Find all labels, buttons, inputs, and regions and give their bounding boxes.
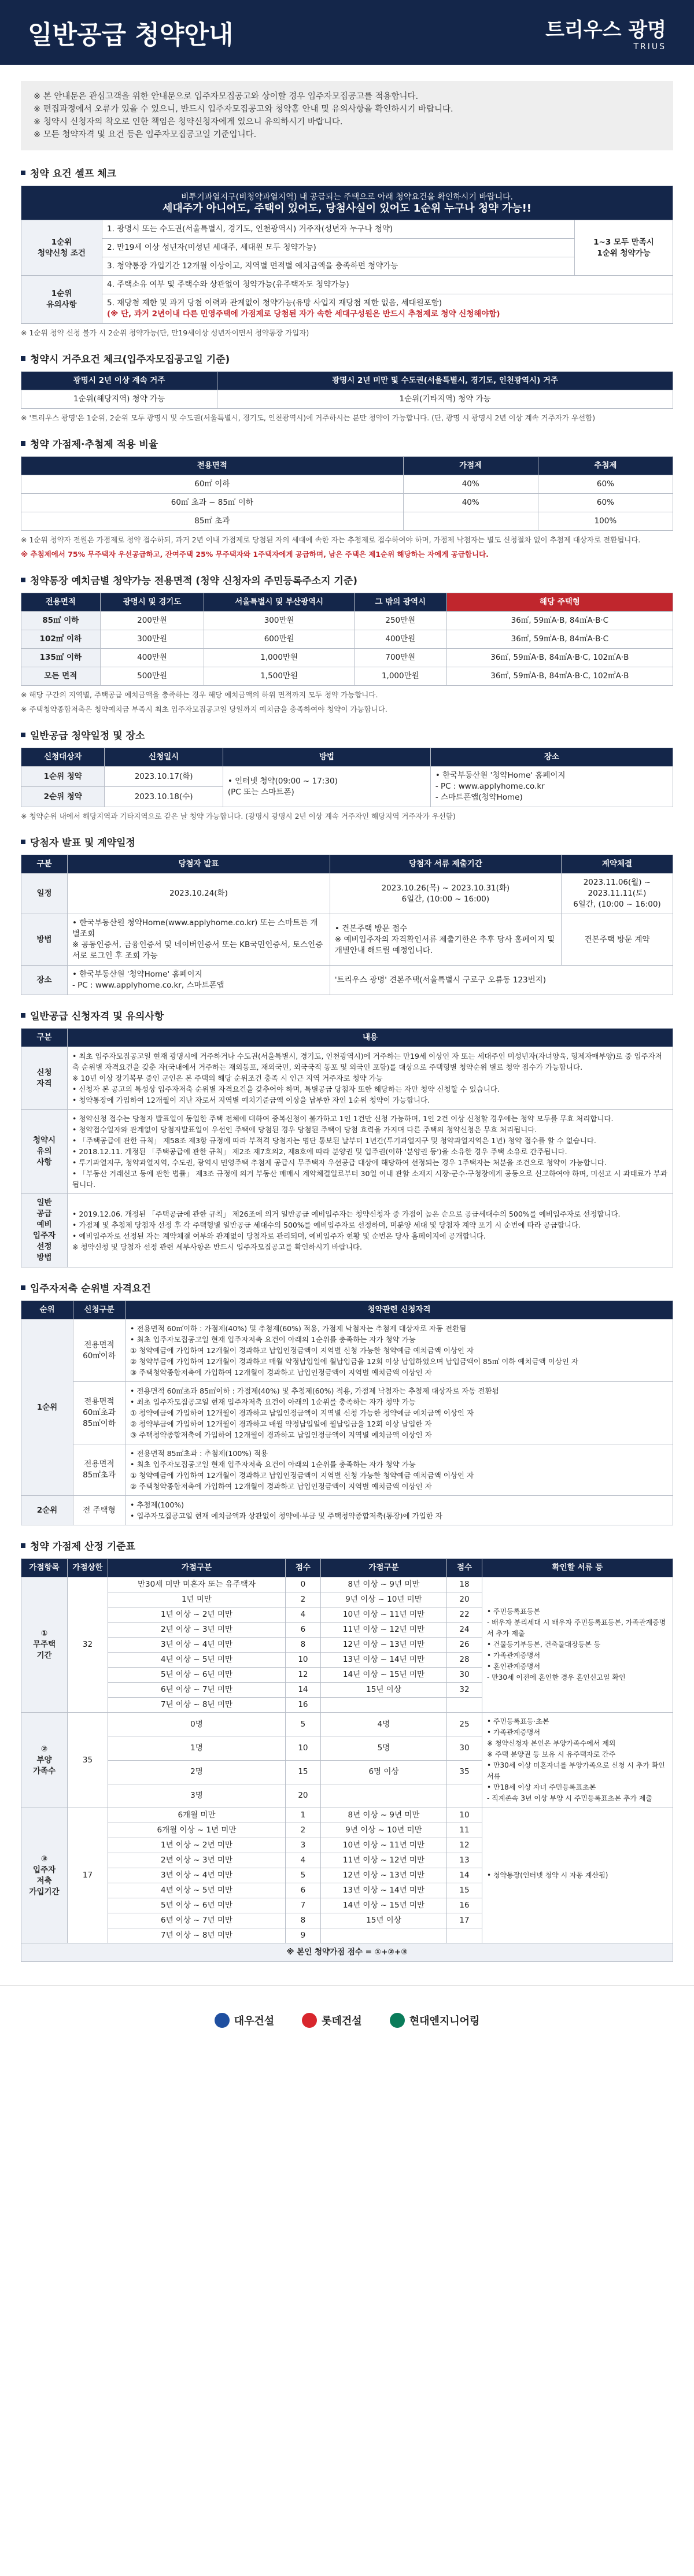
table-cell: 13년 이상 ~ 14년 미만 — [320, 1653, 446, 1668]
footnote: ※ 1순위 청약자 전원은 가점제로 청약 접수하되, 과거 2년 이내 가점제로 당첨된 자의 세대에 속한 자는 추첨제로 접수하여야 하며, 가점제 낙첨자는 별도 신청절차 없이 추첨제 대상자로 전환됩니다. — [21, 535, 641, 544]
table-cell: 2명 — [108, 1760, 286, 1784]
section-title — [21, 165, 673, 180]
rank-table — [21, 1300, 673, 1525]
table-cell: 전용면적 60㎡초과 85㎡이하 — [73, 1382, 125, 1444]
table-cell: 2023.10.18(수) — [105, 787, 223, 807]
table-cell: 6년 이상 ~ 7년 미만 — [108, 1913, 286, 1928]
highlight-headline: 세대주가 아니어도, 주택이 있어도, 당첨사실이 있어도 1순위 누구나 청약 가능!! — [162, 202, 532, 215]
table-cell: • 인터넷 청약(09:00 ~ 17:30) (PC 또는 스마트폰) — [223, 767, 430, 807]
hyundai-eng-logo — [390, 2013, 480, 2028]
total-row: ※ 본인 청약가점 점수 = ①+②+③ — [21, 1943, 673, 1962]
brand-name-en: TRIUS — [633, 42, 666, 51]
table-cell: 85㎡ 이하 — [21, 612, 101, 630]
table-cell: 12년 이상 ~ 13년 미만 — [320, 1868, 446, 1883]
table-cell: 36㎡, 59㎡A·B, 84㎡A·B·C, 102㎡A·B — [446, 667, 673, 686]
table-cell: 12 — [446, 1838, 482, 1853]
table-cell: 전용면적 60㎡이하 — [73, 1320, 125, 1382]
table-cell — [320, 1928, 446, 1943]
row-label: ① 무주택 기간 — [21, 1577, 68, 1713]
footnote: ※ 주택청약종합저축은 청약예치금 부족시 최초 입주자모집공고일 당일까지 예치금을 충족하여야 청약이 가능합니다. — [21, 705, 387, 714]
table-header: 가점항목 — [21, 1559, 68, 1577]
section-title-text: 입주자저축 순위별 자격요건 — [30, 1283, 151, 1295]
table-cell: 18 — [446, 1577, 482, 1592]
table-cell: 6개월 미만 — [108, 1808, 286, 1823]
table-cell: 250만원 — [354, 612, 446, 630]
highlight-box — [21, 186, 673, 220]
caution-item: 4. 주택소유 여부 및 주택수와 상관없이 청약가능(유주택자도 청약가능) — [102, 276, 673, 294]
section-title-text: 당첨자 발표 및 계약일정 — [30, 837, 135, 849]
section-title — [21, 1538, 673, 1553]
footnote: ※ 청약순위 내에서 해당지역과 기타지역으로 같은 날 청약 가능합니다. (광명시 광명시 2년 이상 계속 거주자인 해당지역 거주자가 우선함) — [21, 812, 456, 821]
residence-table — [21, 371, 673, 409]
table-cell: 14년 이상 ~ 15년 미만 — [320, 1898, 446, 1913]
row-label: 신청 자격 — [21, 1047, 68, 1110]
table-cell: 만30세 미만 미혼자 또는 유주택자 — [108, 1577, 286, 1592]
table-cell: 300만원 — [204, 612, 354, 630]
table-cell: 6 — [285, 1623, 320, 1638]
table-cell: 11 — [446, 1823, 482, 1838]
table-cell — [446, 1928, 482, 1943]
header — [0, 0, 694, 65]
table-cell: 2년 이상 ~ 3년 미만 — [108, 1623, 286, 1638]
content — [0, 65, 694, 1962]
table-cell: 1순위(기타지역) 청약 가능 — [217, 390, 673, 409]
table-header: 가점상한 — [68, 1559, 108, 1577]
table-cell: 10 — [446, 1808, 482, 1823]
row-label: 2순위 — [21, 1496, 73, 1525]
lotte-logo — [302, 2013, 362, 2028]
table-header: 내용 — [68, 1029, 673, 1047]
table-header: 신청일시 — [105, 748, 223, 767]
brand-name: 트리우스 광명 — [545, 18, 666, 42]
table-cell: 60㎡ 이하 — [21, 475, 404, 494]
table-cell: 2년 이상 ~ 3년 미만 — [108, 1853, 286, 1868]
table-cell: 85㎡ 초과 — [21, 512, 404, 531]
table-cell: 4년 이상 ~ 5년 미만 — [108, 1883, 286, 1898]
table-row — [21, 1496, 673, 1525]
table-cell: 8년 이상 ~ 9년 미만 — [320, 1808, 446, 1823]
table-cell: 100% — [538, 512, 673, 531]
table-cell: 15년 이상 — [320, 1683, 446, 1698]
table-cell: 8 — [285, 1638, 320, 1653]
table-cell: 1,000만원 — [354, 667, 446, 686]
row-label: 방법 — [21, 914, 68, 966]
table-row — [21, 1382, 673, 1444]
table-cell: 14 — [446, 1868, 482, 1883]
table-cell: 17 — [68, 1808, 108, 1943]
table-cell: 0 — [285, 1577, 320, 1592]
table-row — [21, 612, 673, 630]
table-cell: 12년 이상 ~ 13년 미만 — [320, 1638, 446, 1653]
table-header: 광명시 및 경기도 — [100, 593, 204, 612]
section-title — [21, 572, 673, 587]
table-cell: 4 — [285, 1853, 320, 1868]
section-title-text: 일반공급 청약일정 및 장소 — [30, 730, 145, 742]
table-cell: • 견본주택 방문 접수 ※ 예비입주자의 자격확인서류 제출기한은 추후 당사 홈페이지 및 개별안내 해드릴 예정입니다. — [330, 914, 561, 966]
table-cell: 15 — [285, 1760, 320, 1784]
table-cell: 3년 이상 ~ 4년 미만 — [108, 1868, 286, 1883]
table-header: 계약체결 — [561, 855, 673, 874]
section-title-text: 청약 요건 셀프 체크 — [30, 168, 117, 180]
table-cell: 15년 이상 — [320, 1913, 446, 1928]
table-cell: 32 — [446, 1683, 482, 1698]
footnote: ※ 추첨제에서 75% 무주택자 우선공급하고, 잔여주택 25% 무주택자와 1주택자에게 공급하며, 남은 주택은 제1순위 해당하는 자에게 공급합니다. — [21, 550, 489, 559]
caution-text: 5. 재당첨 제한 및 과거 당첨 이력과 관계없이 청약가능(유망 사업지 재당첨 제한 없음, 세대원포함) — [107, 298, 442, 308]
table-cell: • 청약통장(인터넷 청약 시 자동 계산됨) — [482, 1808, 673, 1943]
table-cell: 6년 이상 ~ 7년 미만 — [108, 1683, 286, 1698]
section-title — [21, 727, 673, 742]
table-cell: 35 — [446, 1760, 482, 1784]
bullet-icon — [21, 441, 25, 446]
table-cell: 25 — [446, 1713, 482, 1736]
section-title-text: 청약통장 예치금별 청약가능 전용면적 (청약 신청자의 주민등록주소지 기준) — [30, 575, 358, 587]
table-cell: 36㎡, 59㎡A·B, 84㎡A·B·C — [446, 612, 673, 630]
highlight-text: 비투기과열지구(비청약과열지역) 내 공급되는 주택으로 아래 청약요건을 확인하시기 바랍니다. — [181, 193, 513, 202]
table-cell: 14 — [285, 1683, 320, 1698]
daewoo-logo — [215, 2013, 275, 2028]
table-cell: 60% — [538, 494, 673, 512]
table-cell: 30 — [446, 1668, 482, 1683]
table-header: 점수 — [285, 1559, 320, 1577]
table-cell: 20 — [446, 1592, 482, 1607]
table-cell: 8 — [285, 1913, 320, 1928]
table-cell: • 청약신청 접수는 당첨자 발표일이 동일한 주택 전체에 대하여 중복신청이 불가하고 1인 1건만 신청 가능하며, 1인 2건 이상 신청할 경우에는 청약 모두를 무효 처리합니다. • 청약접수일자와 관계없이 당첨자발표일이 우선인 주택에 당첨된 경우 당첨된 주택이 당첨 효력을 가지며 다른 주택의 청약신청은 무효 처리됩니다. • 「주택공급에 관한 규칙」 제58조 제3항 규정에 따라 부적격 당첨자는 명단 통보된 날부터 1년간(투기과열지구 및 청약과열지역은 1년) 청약 접수를 할 수 없습니다. • 2018.12.11. 개정된 「주택공급에 관한 규칙」 제2조 제7호의2, 제8호에 따라 분양권 및 입주권(이하 '분양권 등')을 소유한 경우 주택 소유로 간주됩니다. • 투기과열지구, 청약과열지역, 수도권, 광역시 민영주택 추첨제 공급시 무주택자 우선공급 대상에 해당하여 선정되는 경우 1주택자는 처분을 조건으로 청약이 가능합니다. • 「부동산 거래신고 등에 관한 법률」 제3조 규정에 의거 부동산 매매시 계약체결일로부터 30일 이내 관할 소재지 시장·군수·구청장에게 공동으로 신고하여야 하며, 미신고 시 과태료가 부과됩니다. — [68, 1110, 673, 1194]
bullet-icon — [21, 840, 25, 844]
notice-line: ※ 본 안내문은 관심고객을 위한 안내문으로 입주자모집공고와 상이할 경우 입주자모집공고를 적용합니다. — [34, 92, 419, 101]
row-label: 일정 — [21, 874, 68, 914]
table-row — [21, 630, 673, 649]
table-cell: • 전용면적 60㎡이하 : 가점제(40%) 및 추첨제(60%) 적용, 가점제 낙첨자는 추첨제 대상자로 자동 전환됨 • 최초 입주자모집공고일 현재 입주자저축 요건이 아래의 1순위를 충족하는 자가 청약 가능 ① 청약예금에 가입하여 12개월이 경과하고 납입인정금액이 지역별 신청 가능한 청약예금 예치금액 이상인 자 ② 청약부금에 가입하여 12개월이 경과하고 매월 약정납입일에 월납입금을 12회 이상 납입하였으며 납입금액이 85㎡ 이하 예치금액 이상인 자 ③ 주택청약종합저축에 가입하여 12개월이 경과하고 납입인정금액이 지역별 예치금액 이상인 자 — [125, 1320, 673, 1382]
section-title — [21, 1008, 673, 1022]
table-cell: 36㎡, 59㎡A·B, 84㎡A·B·C — [446, 630, 673, 649]
footnote: ※ 해당 구간의 지역별, 주택공급 예치금액을 충족하는 경우 해당 예치금액의 하위 면적까지 모두 청약 가능합니다. — [21, 690, 378, 699]
table-row — [21, 1320, 673, 1382]
table-cell: • 최초 입주자모집공고일 현재 광명시에 거주하거나 수도권(서울특별시, 경기도, 인천광역시)에 거주하는 만19세 이상인 자 또는 세대주인 미성년자(자녀양육, 형제자매부양)로 중 입주자저축 순위별 자격요건을 갖춘 자(국내에서 거주하는 재외동포, 재외국민, 외국국적 동포 및 외국인 포함)를 대상으로 주택형별 청약순위 별로 청약 접수가 가능합니다. ※ 10년 이상 장기복무 중인 군인은 본 주택의 해당 순위조건 충족 시 인근 지역 거주자로 청약 가능 • 신청자 본 공고의 특성상 입주자저축 순위별 자격요건을 갖추어야 하며, 특별공급 당첨자 또한 해당하는 자만 청약 신청할 수 있습니다. • 청약통장에 가입하여 12개월이 지난 자로서 지역별 예치기준금액 이상을 납부한 자인 1순위 청약이 가능합니다. — [68, 1047, 673, 1110]
table-cell: 9년 이상 ~ 10년 미만 — [320, 1592, 446, 1607]
table-cell: 15 — [446, 1883, 482, 1898]
row-label: 장소 — [21, 966, 68, 995]
table-cell: 5년 이상 ~ 6년 미만 — [108, 1898, 286, 1913]
table-cell: 60㎡ 초과 ~ 85㎡ 이하 — [21, 494, 404, 512]
table-header: 그 밖의 광역시 — [354, 593, 446, 612]
table-header: 광명시 2년 미만 및 수도권(서울특별시, 경기도, 인천광역시) 거주 — [217, 372, 673, 390]
row-label: 일반 공급 예비 입주자 선정 방법 — [21, 1194, 68, 1267]
table-cell — [320, 1698, 446, 1713]
table-cell: 9년 이상 ~ 10년 미만 — [320, 1823, 446, 1838]
table-cell: 12 — [285, 1668, 320, 1683]
table-cell: 6개월 이상 ~ 1년 미만 — [108, 1823, 286, 1838]
table-cell: 1순위 청약 — [21, 767, 105, 787]
table-cell — [446, 1784, 482, 1808]
table-cell: 16 — [285, 1698, 320, 1713]
table-header: 점수 — [446, 1559, 482, 1577]
table-header: 전용면적 — [21, 457, 404, 475]
table-cell: 10 — [285, 1653, 320, 1668]
table-cell: 16 — [446, 1898, 482, 1913]
table-cell: 2023.10.24(화) — [68, 874, 330, 914]
table-cell: • 전용면적 85㎡초과 : 추첨제(100%) 적용 • 최초 입주자모집공고일 현재 입주자저축 요건이 아래의 1순위를 충족하는 자가 청약 가능 ① 청약예금에 가입하여 12개월이 경과하고 납입인정금액이 지역별 신청 가능한 청약예금 예치금액 이상인 자 ② 주택청약종합저축에 가입하여 12개월이 경과하고 납입인정금액이 지역별 예치금액 이상인 자 — [125, 1444, 673, 1496]
table-cell: • 한국부동산원 '청약Home' 홈페이지 - PC : www.applyhome.co.kr, 스마트폰앱 — [68, 966, 330, 995]
logo-mark-icon — [215, 2013, 230, 2028]
table-cell: 300만원 — [100, 630, 204, 649]
table-cell: 400만원 — [100, 649, 204, 667]
table-row — [21, 512, 673, 531]
row-label: ③ 입주자 저축 가입기간 — [21, 1808, 68, 1943]
table-cell: 9 — [285, 1928, 320, 1943]
section-title-text: 청약시 거주요건 체크(입주자모집공고일 기준) — [30, 354, 230, 365]
schedule-place-table — [21, 748, 673, 807]
table-cell: • 한국부동산원 '청약Home' 홈페이지 - PC : www.applyhome.co.kr - 스마트폰앱(청약Home) — [430, 767, 673, 807]
qualification-table — [21, 1028, 673, 1267]
table-cell: 3년 이상 ~ 4년 미만 — [108, 1638, 286, 1653]
condition-summary: 1~3 모두 만족시 1순위 청약가능 — [575, 220, 673, 276]
table-cell: 11년 이상 ~ 12년 미만 — [320, 1623, 446, 1638]
table-header: 해당 주택형 — [446, 593, 673, 612]
condition-item: 2. 만19세 이상 성년자(미성년 세대주, 세대원 모두 청약가능) — [102, 239, 575, 257]
footnote: ※ '트리우스 광명'은 1순위, 2순위 모두 광명시 및 수도권(서울특별시, 경기도, 인천광역시)에 거주하시는 분만 청약이 가능합니다. (단, 광명 시 광명시 2년 이상 계속 거주자가 우선함) — [21, 413, 596, 422]
table-cell: 3 — [285, 1838, 320, 1853]
condition-item: 1. 광명시 또는 수도권(서울특별시, 경기도, 인천광역시) 거주자(성년자 누구나 청약) — [102, 220, 575, 239]
table-row — [21, 1110, 673, 1194]
caution-warning: (※ 단, 과거 2년이내 다른 민영주택에 가점제로 당첨된 자가 속한 세대구성원은 반드시 추첨제로 청약 신청해야함) — [107, 309, 500, 319]
table-header: 추첨제 — [538, 457, 673, 475]
table-cell: 1 — [285, 1808, 320, 1823]
table-cell: 2023.11.06(월) ~ 2023.11.11(토) 6일간, (10:00 ~ 16:00) — [561, 874, 673, 914]
table-cell: 0명 — [108, 1713, 286, 1736]
table-cell: 1년 이상 ~ 2년 미만 — [108, 1838, 286, 1853]
section-title-text: 청약 가점제 산정 기준표 — [30, 1541, 135, 1553]
table-cell: • 전용면적 60㎡초과 85㎡이하 : 가점제(40%) 및 추첨제(60%) 적용, 가점제 낙첨자는 추첨제 대상자로 자동 전환됨 • 최초 입주자모집공고일 현재 입주자저축 요건이 아래의 1순위를 충족하는 자가 청약 가능 ① 청약예금에 가입하여 12개월이 경과하고 납입인정금액이 지역별 신청 가능한 청약예금 예치금액 이상인 자 ② 청약부금에 가입하여 12개월이 경과하고 매월 약정납입일에 월납입금을 12회 이상 납입한 자 ③ 주택청약종합저축에 가입하여 12개월이 경과하고 납입인정금액이 지역별 예치금액 이상인 자 — [125, 1382, 673, 1444]
table-row — [21, 667, 673, 686]
table-row — [21, 1577, 673, 1592]
bullet-icon — [21, 1285, 25, 1290]
table-cell: 400만원 — [354, 630, 446, 649]
deposit-table — [21, 593, 673, 686]
section-title — [21, 351, 673, 365]
table-cell: 2 — [285, 1592, 320, 1607]
notice-box — [21, 81, 673, 150]
table-cell: 135㎡ 이하 — [21, 649, 101, 667]
footnote: ※ 1순위 청약 신청 불가 시 2순위 청약가능(단, 만19세이상 성년자이면서 청약통장 가입자) — [21, 328, 309, 337]
logo-text: 현대엔지니어링 — [409, 2015, 480, 2027]
ratio-table — [21, 456, 673, 531]
table-cell: 40% — [403, 475, 538, 494]
table-cell: 전 주택형 — [73, 1496, 125, 1525]
caution-item — [102, 294, 673, 324]
row-label: 청약시 유의 사항 — [21, 1110, 68, 1194]
table-cell: 5 — [285, 1868, 320, 1883]
table-cell: 36㎡, 59㎡A·B, 84㎡A·B·C, 102㎡A·B — [446, 649, 673, 667]
table-cell: 4년 이상 ~ 5년 미만 — [108, 1653, 286, 1668]
table-cell — [446, 1698, 482, 1713]
table-header: 서울특별시 및 부산광역시 — [204, 593, 354, 612]
table-cell: 28 — [446, 1653, 482, 1668]
row-label: 1순위 유의사항 — [21, 276, 102, 324]
table-cell: 13 — [446, 1853, 482, 1868]
table-header: 신청대상자 — [21, 748, 105, 767]
table-row — [21, 1808, 673, 1823]
table-header: 방법 — [223, 748, 430, 767]
table-cell: 6명 이상 — [320, 1760, 446, 1784]
table-cell: 500만원 — [100, 667, 204, 686]
table-cell: 4명 — [320, 1713, 446, 1736]
table-cell: • 주민등록표등본 - 배우자 분리세대 시 배우자 주민등록표등본, 가족관계증명서 추가 제출 • 건물등기부등본, 건축물대장등본 등 • 가족관계증명서 • 혼인관계증명서 - 만30세 이전에 혼인한 경우 혼인신고일 확인 — [482, 1577, 673, 1713]
table-header: 신청구분 — [73, 1301, 125, 1320]
table-cell: 7년 이상 ~ 8년 미만 — [108, 1928, 286, 1943]
table-cell: 전용면적 85㎡초과 — [73, 1444, 125, 1496]
table-cell: 26 — [446, 1638, 482, 1653]
table-cell: 700만원 — [354, 649, 446, 667]
logo-mark-icon — [390, 2013, 405, 2028]
table-cell: 13년 이상 ~ 14년 미만 — [320, 1883, 446, 1898]
table-row — [21, 1713, 673, 1736]
bullet-icon — [21, 1013, 25, 1018]
table-header: 확인할 서류 등 — [482, 1559, 673, 1577]
table-cell: 2023.10.17(화) — [105, 767, 223, 787]
table-cell: 10년 이상 ~ 11년 미만 — [320, 1838, 446, 1853]
bullet-icon — [21, 356, 25, 361]
table-header: 구분 — [21, 855, 68, 874]
table-row — [21, 1444, 673, 1496]
logo-text: 대우건설 — [234, 2015, 275, 2027]
table-cell: 10 — [285, 1736, 320, 1760]
table-cell: 4 — [285, 1607, 320, 1623]
table-header: 구분 — [21, 1029, 68, 1047]
table-header: 가점제 — [403, 457, 538, 475]
table-cell: • 추첨제(100%) • 입주자모집공고일 현재 예치금액과 상관없이 청약예·부금 및 주택청약종합저축(통장)에 가입한 자 — [125, 1496, 673, 1525]
table-cell: 14년 이상 ~ 15년 미만 — [320, 1668, 446, 1683]
table-cell: 6 — [285, 1883, 320, 1898]
logo-text: 롯데건설 — [322, 2015, 362, 2027]
table-cell: • 2019.12.06. 개정된 「주택공급에 관한 규칙」 제26조에 의거 일반공급 예비입주자는 청약신청자 중 가점이 높은 순으로 공급세대수의 500%를 예비입주자로 선정합니다. • 가점제 및 추첨제 당첨자 선정 후 각 주택형별 일반공급 세대수의 500%를 예비입주자로 선정하며, 미분양 세대 및 당첨자 계약 포기 시 순번에 따라 공급합니다. • 예비입주자로 선정된 자는 계약체결 여부와 관계없이 당첨자로 관리되며, 예비입주자 현황 및 순번은 당사 홈페이지에 공개합니다. ※ 청약신청 및 당첨자 선정 관련 세부사항은 반드시 입주자모집공고를 확인하시기 바랍니다. — [68, 1194, 673, 1267]
table-cell: 60% — [538, 475, 673, 494]
table-row — [21, 494, 673, 512]
notice-line: ※ 청약시 신청자의 착오로 인한 책임은 청약신청자에게 있으니 유의하시기 바랍니다. — [34, 117, 343, 127]
table-header: 순위 — [21, 1301, 73, 1320]
table-cell: 200만원 — [100, 612, 204, 630]
table-cell: 3명 — [108, 1784, 286, 1808]
brand-logo — [545, 14, 666, 51]
table-cell: 35 — [68, 1713, 108, 1808]
table-cell: 600만원 — [204, 630, 354, 649]
table-cell: • 주민등록표등·초본 • 가족관계증명서 ※ 청약신청자 본인은 부양가족수에서 제외 ※ 주택 분양권 등 보유 시 유주택자로 간주 • 만30세 이상 미혼자녀를 부양가족으로 신청 시 추가 확인 서류 • 만18세 이상 자녀 주민등록표초본 - 직계존속 3년 이상 부양 시 주민등록표초본 추가 제출 — [482, 1713, 673, 1808]
table-row — [21, 1194, 673, 1267]
footer — [0, 1985, 694, 2054]
row-label: ② 부양 가족수 — [21, 1713, 68, 1808]
table-cell: 24 — [446, 1623, 482, 1638]
table-header: 당첨자 발표 — [68, 855, 330, 874]
table-cell: 17 — [446, 1913, 482, 1928]
section-title — [21, 436, 673, 450]
table-row — [21, 1047, 673, 1110]
table-cell: 5년 이상 ~ 6년 미만 — [108, 1668, 286, 1683]
table-cell: 1년 이상 ~ 2년 미만 — [108, 1607, 286, 1623]
table-cell: 11년 이상 ~ 12년 미만 — [320, 1853, 446, 1868]
notice-line: ※ 편집과정에서 오류가 있을 수 있으니, 반드시 입주자모집공고와 청약홈 안내 및 유의사항을 확인하시기 바랍니다. — [34, 105, 453, 114]
table-cell: 7 — [285, 1898, 320, 1913]
section-title — [21, 834, 673, 849]
table-cell: 2순위 청약 — [21, 787, 105, 807]
table-cell: 1,500만원 — [204, 667, 354, 686]
bullet-icon — [21, 578, 25, 582]
page-title: 일반공급 청약안내 — [28, 20, 234, 50]
table-cell: 7년 이상 ~ 8년 미만 — [108, 1698, 286, 1713]
table-header: 가점구분 — [320, 1559, 446, 1577]
table-header: 광명시 2년 이상 계속 거주 — [21, 372, 217, 390]
section-title-text: 청약 가점제·추첨제 적용 비율 — [30, 439, 158, 450]
table-cell: 2 — [285, 1823, 320, 1838]
table-cell: 102㎡ 이하 — [21, 630, 101, 649]
table-header: 청약관련 신청자격 — [125, 1301, 673, 1320]
notice-line: ※ 모든 청약자격 및 요건 등은 입주자모집공고일 기준입니다. — [34, 130, 257, 139]
bullet-icon — [21, 733, 25, 737]
table-cell: 40% — [403, 494, 538, 512]
score-table — [21, 1558, 673, 1962]
table-cell — [320, 1784, 446, 1808]
table-cell: 1순위(해당지역) 청약 가능 — [21, 390, 217, 409]
table-cell: 22 — [446, 1607, 482, 1623]
table-row — [21, 649, 673, 667]
table-header: 당첨자 서류 제출기간 — [330, 855, 561, 874]
table-cell: 5명 — [320, 1736, 446, 1760]
announcement-table — [21, 855, 673, 995]
table-row — [21, 475, 673, 494]
table-cell: • 한국부동산원 청약Home(www.applyhome.co.kr) 또는 스마트폰 개별조회 ※ 공동인증서, 금융인증서 및 네이버인증서 또는 KB국민인증서, 토스인증서로 로그인 후 조회 가능 — [68, 914, 330, 966]
table-cell: 1명 — [108, 1736, 286, 1760]
table-cell: 모든 면적 — [21, 667, 101, 686]
logo-mark-icon — [302, 2013, 317, 2028]
bullet-icon — [21, 171, 25, 175]
section-title-text: 일반공급 신청자격 및 유의사항 — [30, 1011, 164, 1022]
table-cell: 1,000만원 — [204, 649, 354, 667]
section-title — [21, 1280, 673, 1295]
table-cell: 20 — [285, 1784, 320, 1808]
table-cell: 32 — [68, 1577, 108, 1713]
table-cell: 10년 이상 ~ 11년 미만 — [320, 1607, 446, 1623]
table-cell: 견본주택 방문 계약 — [561, 914, 673, 966]
condition-item: 3. 청약통장 가입기간 12개월 이상이고, 지역별 면적별 예치금액을 충족하면 청약가능 — [102, 257, 575, 276]
table-cell: 8년 이상 ~ 9년 미만 — [320, 1577, 446, 1592]
table-cell: 5 — [285, 1713, 320, 1736]
table-cell: 1년 미만 — [108, 1592, 286, 1607]
bullet-icon — [21, 1543, 25, 1548]
row-label: 1순위 — [21, 1320, 73, 1496]
table-cell — [403, 512, 538, 531]
table-cell: '트리우스 광명' 견본주택(서울특별시 구로구 오류동 123번지) — [330, 966, 673, 995]
table-header: 장소 — [430, 748, 673, 767]
table-header: 전용면적 — [21, 593, 101, 612]
row-label: 1순위 청약신청 조건 — [21, 220, 102, 276]
self-check-table — [21, 186, 673, 324]
table-cell: 2023.10.26(목) ~ 2023.10.31(화) 6일간, (10:00 ~ 16:00) — [330, 874, 561, 914]
table-header: 가점구분 — [108, 1559, 286, 1577]
table-cell: 30 — [446, 1736, 482, 1760]
